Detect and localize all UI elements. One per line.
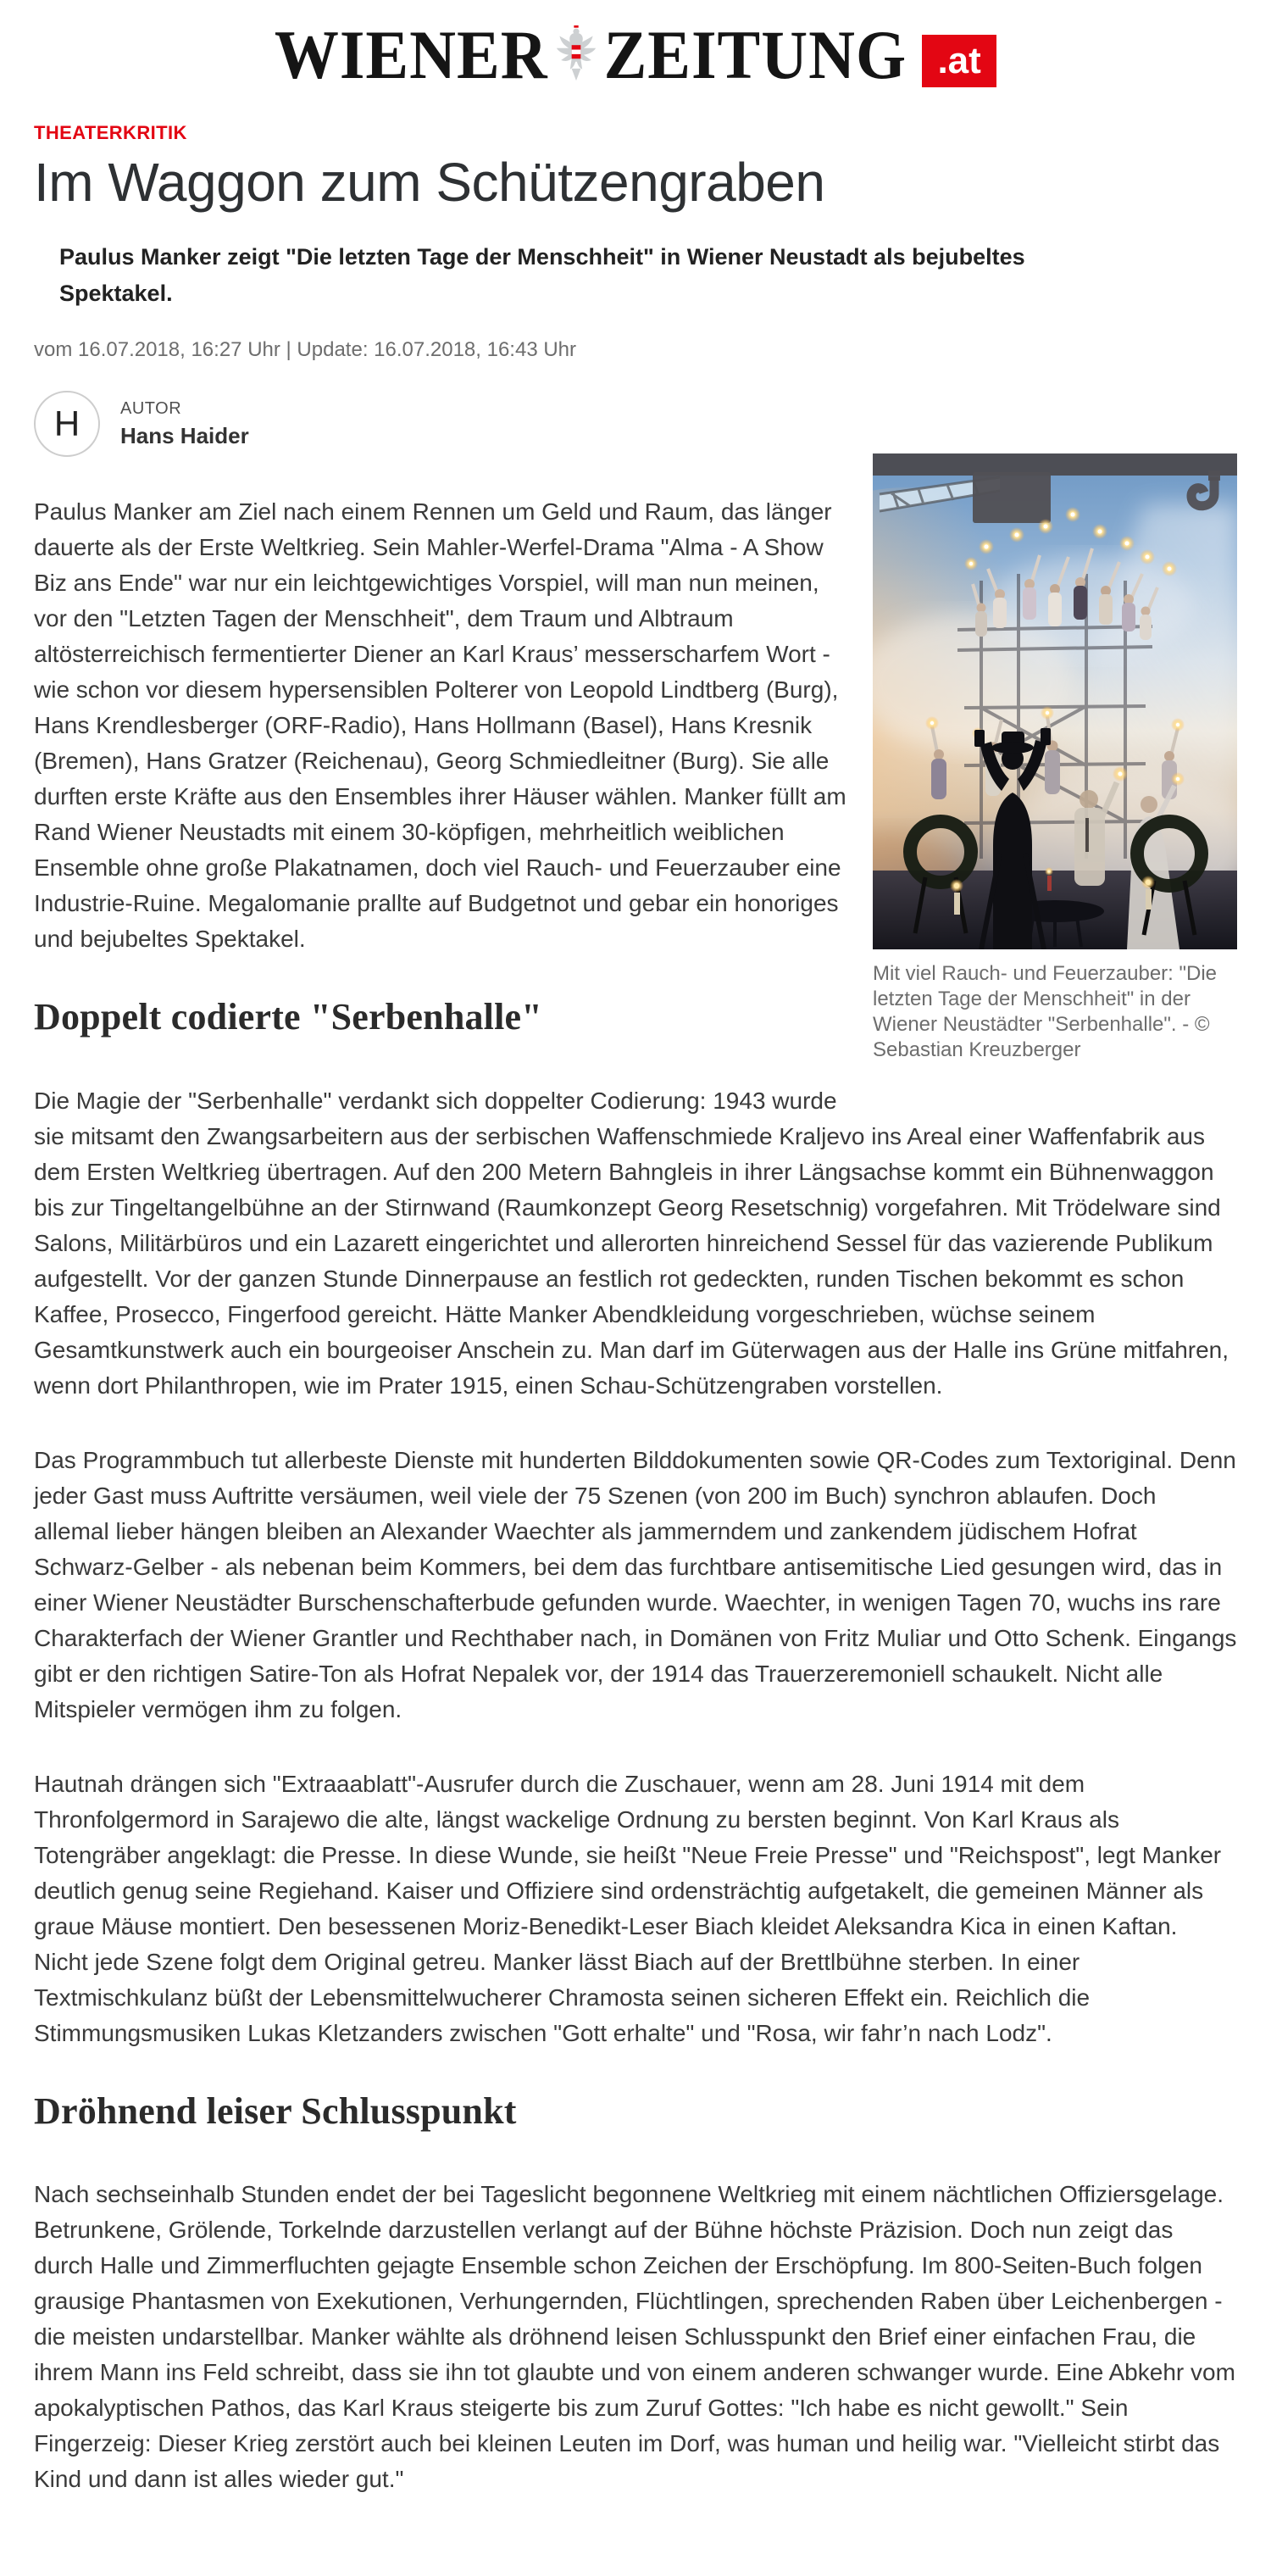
article-title: Im Waggon zum Schützengraben xyxy=(34,152,825,213)
article-photo xyxy=(873,453,1237,949)
author-meta xyxy=(120,399,249,449)
article-paragraph: Die Magie der "Serbenhalle" verdankt sich doppelter Codierung: 1943 wurde sie mitsamt den Zwangsarbeitern aus der serbischen Waffenschmiede Kraljevo ins Areal einer Waffenfabrik aus dem Ersten Weltkrieg übertragen. Auf den 200 Metern Bahngleis in ihrer Längsachse kommt ein Bühnenwaggon bis zur Tingeltangelbühne an der Stirnwand (Raumkonzept Georg Resetschnig) vorgefahren. Mit Trödelware sind Salons, Militärbüros und ein Lazarett eingerichtet und allerorten hinreichend Sessel für das vazierende Publikum aufgestellt. Vor der ganzen Stunde Dinnerpause an festlich rot gedeckten, runden Tischen bekommt es schon Kaffee, Prosecco, Fingerfood gereicht. Hätte Manker Abendkleidung vorgeschrieben, wüchse seinem Gesamtkunstwerk auch ein bourgeoiser Anschein zu. Man darf im Güterwagen aus der Halle ins Grüne mitfahren, wenn dort Philanthropen, wie im Prater 1915, einen Schau-Schützengraben vorstellen. xyxy=(34,1087,1229,1399)
author-name[interactable]: Hans Haider xyxy=(120,422,249,448)
article-paragraph: Hautnah drängen sich "Extraaablatt"-Ausrufer durch die Zuschauer, wenn am 28. Juni 1914 mit dem Thronfolgermord in Sarajewo die alte, längst wackelige Ordnung zu bersten beginnt. Von Karl Kraus als Totengräber angeklagt: die Presse. In diese Wunde, sie heißt "Neue Freie Presse" und "Reichspost", legt Manker deutlich genug seine Regiehand. Kaiser und Offiziere sind ordensträchtig aufgetakelt, die gemeinen Männer als graue Mäuse montiert. Den besessenen Moriz-Benedikt-Leser Biach kleidet Aleksandra Kica in einen Kaftan. Nicht jede Szene folgt dem Original getreu. Manker lässt Biach auf der Brettlbühne sterben. In einer Textmischkulanz büßt der Lebensmittelwucherer Chramosta seinen sicheren Effekt ein. Reichlich die Stimmungsmusiken Lukas Kletzanders zwischen "Gott erhalte" und "Rosa, wir fahr’n nach Lodz". xyxy=(34,1770,1222,2046)
logo-word-zeitung: ZEITUNG xyxy=(603,16,907,94)
author-initial: H xyxy=(53,403,80,444)
article-paragraph: Nach sechseinhalb Stunden endet der bei Tageslicht begonnene Weltkrieg mit einem nächtlichen Offiziersgelage. Betrunkene, Grölende, Torkelnde darzustellen verlangt auf der Bühne höchste Präzision. Doch nun zeigt das durch Halle und Zimmerfluchten gejagte Ensemble schon Zeichen der Erschöpfung. Im 800-Seiten-Buch folgen grausige Phantasmen von Exekutionen, Verhungernden, Flüchtlingen, sprechenden Raben über Leichenbergen - die meisten undarstellbar. Manker wählte als dröhnend leisen Schlusspunkt den Brief einer einfachen Frau, die ihrem Mann ins Feld schreibt, dass sie ihn tot glaubte und von einem anderen schwanger wurde. Eine Abkehr vom apokalyptischen Pathos, das Karl Kraus steigerte bis zum Zuruf Gottes: "Ich habe es nicht gewollt." Sein Fingerzeig: Dieser Krieg zerstört auch bei kleinen Leuten im Dorf, was human und heilig war. "Vielleicht stirbt das Kind und dann ist alles wieder gut." xyxy=(34,2181,1235,2493)
section-heading-serbenhalle: Doppelt codierte "Serbenhalle" xyxy=(34,996,542,1038)
author-block xyxy=(34,391,1237,457)
article-lead: Paulus Manker zeigt "Die letzten Tage der Menschheit" in Wiener Neustadt als bejubeltes Spektakel. xyxy=(59,243,1025,307)
article-paragraph: Das Programmbuch tut allerbeste Dienste mit hunderten Bilddokumenten sowie QR-Codes zum Textoriginal. Denn jeder Gast muss Auftritte versäumen, weil viele der 75 Szenen (von 200 im Buch) synchron ablaufen. Doch allemal lieber hängen bleiben an Alexander Waechter als jammerndem und zankendem jüdischem Hofrat Schwarz-Gelber - als nebenan beim Kommers, bei dem das furchtbare antisemitische Lied gesungen wird, das in einer Wiener Neustädter Burschenschafterbude gefunden wurde. Waechter, in wenigen Tagen 70, wuchs ins rare Charakterfach der Wiener Grantler und Rechthaber nach, in Domänen von Fritz Muliar und Otto Schenk. Eingangs gibt er den richtigen Satire-Ton als Hofrat Nepalek vor, der 1914 das Trauerzeremoniell schaukelt. Nicht alle Mitspieler vermögen ihm zu folgen. xyxy=(34,1446,1237,1722)
article-dateline: vom 16.07.2018, 16:27 Uhr | Update: 16.07.2018, 16:43 Uhr xyxy=(34,338,577,362)
article-body xyxy=(34,494,1237,2497)
author-avatar[interactable] xyxy=(34,391,100,457)
photo-caption: Mit viel Rauch- und Feuerzauber: "Die letzten Tage der Menschheit" in der Wiener Neustädter "Serbenhalle". - © Sebastian Kreuzberger xyxy=(873,962,1218,1062)
logo-word-wiener: WIENER xyxy=(274,16,548,94)
austrian-eagle-icon xyxy=(553,25,599,86)
article-kicker[interactable]: THEATERKRITIK xyxy=(34,122,187,143)
section-heading-schlusspunkt: Dröhnend leiser Schlusspunkt xyxy=(34,2089,517,2132)
author-role-label: AUTOR xyxy=(120,398,182,418)
site-logo[interactable] xyxy=(275,10,996,100)
article-paragraph: Paulus Manker am Ziel nach einem Rennen um Geld und Raum, das länger dauerte als der Erste Weltkrieg. Sein Mahler-Werfel-Drama "Alma - A Show Biz ans Ende" war nur ein leichtgewichtiges Vorspiel, will man nun meinen, vor den "Letzten Tagen der Menschheit", dem Traum und Albtraum altösterreichisch fermentierter Diener an Karl Kraus’ messerscharfem Wort - wie schon vor diesem hypersensiblen Polterer von Leopold Lindtberg (Burg), Hans Krendlesberger (ORF-Radio), Hans Hollmann (Basel), Hans Kresnik (Bremen), Hans Gratzer (Reichenau), Georg Schmiedleitner (Burg). Sie alle durften erste Kräfte aus den Ensembles ihrer Häuser wählen. Manker füllt am Rand Wiener Neustadts mit einem 30-köpfigen, mehrheitlich weiblichen Ensemble ohne große Plakatnamen, doch viel Rauch- und Feuerzauber eine Industrie-Ruine. Megalomanie prallte auf Budgetnot und gebar ein honoriges und bejubeltes Spektakel. xyxy=(34,498,846,953)
article-figure xyxy=(873,453,1237,1063)
logo-at-badge: .at xyxy=(922,35,996,87)
site-header xyxy=(0,0,1271,100)
article-content xyxy=(0,122,1271,2497)
